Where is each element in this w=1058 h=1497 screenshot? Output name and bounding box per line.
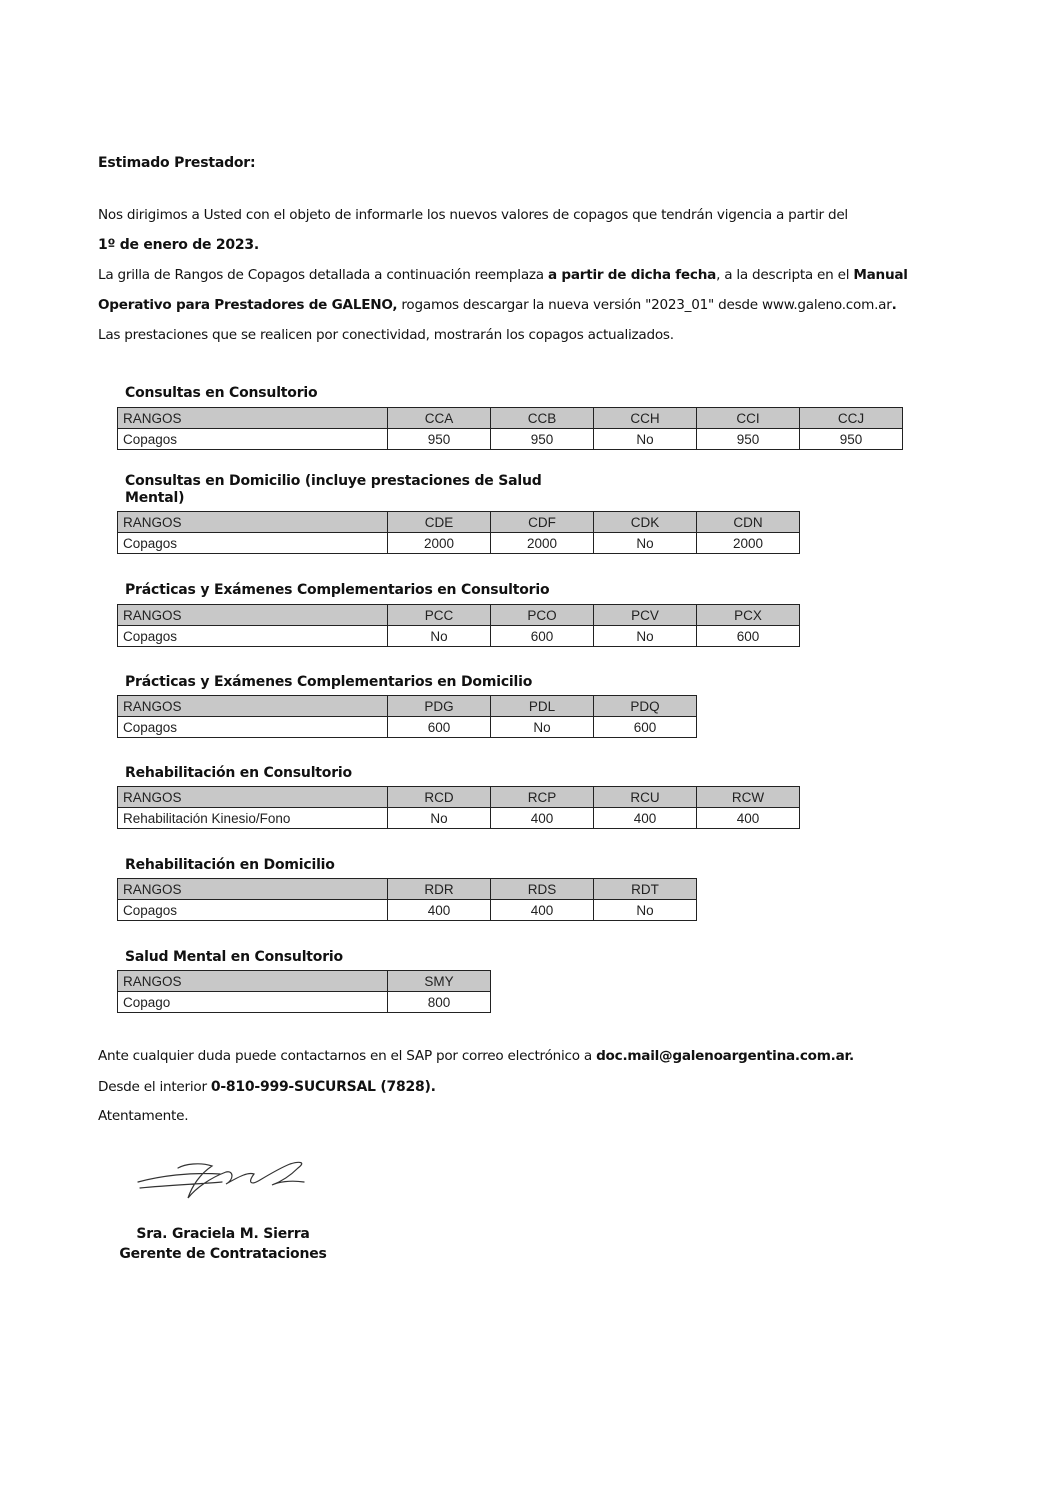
table-header-cell: CCJ [800,408,903,429]
download-text: rogamos descargar la nueva versión "2023_01" desde www.galeno.com.ar [397,297,892,313]
table-header-cell: RDT [594,879,697,900]
table-cell: Copagos [118,533,388,554]
table-header-cell: PDL [491,696,594,717]
table-cell: Rehabilitación Kinesio/Fono [118,808,388,829]
table-header-cell: CDN [697,512,800,533]
table-header-cell: SMY [388,971,491,992]
table-header-cell: PCX [697,605,800,626]
table-header-row [118,512,800,533]
grid-text-c: , a la descripta en el [716,267,854,283]
table-cell: 2000 [491,533,594,554]
table-cell: 400 [491,900,594,921]
table-header-cell: RCU [594,787,697,808]
table-cell: Copagos [118,900,388,921]
contact-phone: 0-810-999-SUCURSAL (7828). [210,1079,436,1095]
table-row [118,717,697,738]
table-cell: 600 [491,626,594,647]
table-header-row [118,605,800,626]
table-header-cell: RANGOS [118,605,388,626]
table-cell: 400 [388,900,491,921]
contact-text: Desde el interior [98,1079,211,1095]
table-header-cell: CCA [388,408,491,429]
intro-text: Nos dirigimos a Usted con el objeto de informarle los nuevos valores de copagos que tendrán vigencia a partir del [98,207,848,223]
section-title-rehabilitacion-domicilio: Rehabilitación en Domicilio [125,857,335,873]
section-title-line: Mental) [125,490,185,506]
effective-date: 1º de enero de 2023. [98,237,259,253]
table-header-cell: RANGOS [118,512,388,533]
download-text-end: . [891,297,897,313]
table-header-cell: CDE [388,512,491,533]
table-cell: 400 [697,808,800,829]
table-cell: No [594,429,697,450]
table-header-cell: RCD [388,787,491,808]
signer-role: Gerente de Contrataciones [119,1246,327,1262]
table-cell: 600 [697,626,800,647]
table-header-cell: CDK [594,512,697,533]
table-cell: No [388,808,491,829]
contact-email-line [98,1048,854,1064]
section-title-practicas-domicilio: Prácticas y Exámenes Complementarios en Domicilio [125,674,533,690]
copagos-table-practicas-domicilio [117,695,697,738]
table-header-cell: RDS [491,879,594,900]
grid-paragraph-line-2 [98,297,896,313]
connectivity-paragraph: Las prestaciones que se realicen por conectividad, mostrarán los copagos actualizados. [98,327,674,343]
table-cell: No [594,900,697,921]
table-cell: 950 [388,429,491,450]
table-header-cell: PDQ [594,696,697,717]
table-cell: 2000 [388,533,491,554]
table-header-cell: RANGOS [118,879,388,900]
table-header-cell: RCW [697,787,800,808]
table-header-cell: RANGOS [118,696,388,717]
table-cell: Copago [118,992,388,1013]
table-header-cell: PCO [491,605,594,626]
table-header-row [118,408,903,429]
grid-text-b: a partir de dicha fecha [547,267,717,283]
letter-greeting: Estimado Prestador: [98,155,256,171]
table-cell: No [594,626,697,647]
table-row [118,808,800,829]
table-cell: 2000 [697,533,800,554]
table-header-cell: PCC [388,605,491,626]
table-row [118,626,800,647]
table-header-cell: RANGOS [118,787,388,808]
table-row [118,900,697,921]
table-row [118,992,491,1013]
intro-paragraph-line-2 [98,237,259,253]
section-title-salud-mental: Salud Mental en Consultorio [125,949,343,965]
table-header-cell: PCV [594,605,697,626]
grid-paragraph-line-1 [98,267,908,283]
table-cell: No [388,626,491,647]
table-cell: 800 [388,992,491,1013]
manual-name: Operativo para Prestadores de GALENO, [98,297,398,313]
table-header-cell: RANGOS [118,408,388,429]
table-header-row [118,879,697,900]
section-title-practicas-consultorio: Prácticas y Exámenes Complementarios en Consultorio [125,582,550,598]
grid-text-d: Manual [853,267,908,283]
copagos-table-consultas-domicilio [117,511,800,554]
signer-name: Sra. Graciela M. Sierra [136,1226,310,1242]
table-header-row [118,696,697,717]
table-cell: 600 [594,717,697,738]
table-header-cell: CCH [594,408,697,429]
table-cell: No [491,717,594,738]
intro-paragraph-line-1 [98,207,848,223]
copagos-table-salud-mental [117,970,491,1013]
table-header-cell: CCI [697,408,800,429]
table-row [118,533,800,554]
copagos-table-practicas-consultorio [117,604,800,647]
table-cell: No [594,533,697,554]
table-cell: 950 [491,429,594,450]
table-header-row [118,787,800,808]
table-cell: 950 [697,429,800,450]
table-cell: Copagos [118,626,388,647]
signature-image [130,1152,320,1212]
contact-email: doc.mail@galenoargentina.com.ar. [596,1048,854,1064]
table-cell: Copagos [118,429,388,450]
table-cell: 400 [594,808,697,829]
contact-text: Ante cualquier duda puede contactarnos en el SAP por correo electrónico a [98,1048,597,1064]
table-header-row [118,971,491,992]
table-cell: 400 [491,808,594,829]
table-cell: Copagos [118,717,388,738]
table-cell: 600 [388,717,491,738]
table-header-cell: CDF [491,512,594,533]
copagos-table-rehabilitacion-domicilio [117,878,697,921]
table-header-cell: RDR [388,879,491,900]
closing-text: Atentamente. [98,1108,189,1124]
table-header-cell: CCB [491,408,594,429]
table-header-cell: RANGOS [118,971,388,992]
section-title-consultas-domicilio [125,473,542,507]
grid-text-a: La grilla de Rangos de Copagos detallada a continuación reemplaza [98,267,548,283]
table-cell: 950 [800,429,903,450]
table-row [118,429,903,450]
table-header-cell: PDG [388,696,491,717]
copagos-table-rehabilitacion-consultorio [117,786,800,829]
table-header-cell: RCP [491,787,594,808]
section-title-line: Consultas en Domicilio (incluye prestaciones de Salud [125,473,542,489]
section-title-consultas-consultorio: Consultas en Consultorio [125,385,318,401]
contact-phone-line [98,1079,436,1095]
section-title-rehabilitacion-consultorio: Rehabilitación en Consultorio [125,765,352,781]
copagos-table-consultas-consultorio [117,407,903,450]
